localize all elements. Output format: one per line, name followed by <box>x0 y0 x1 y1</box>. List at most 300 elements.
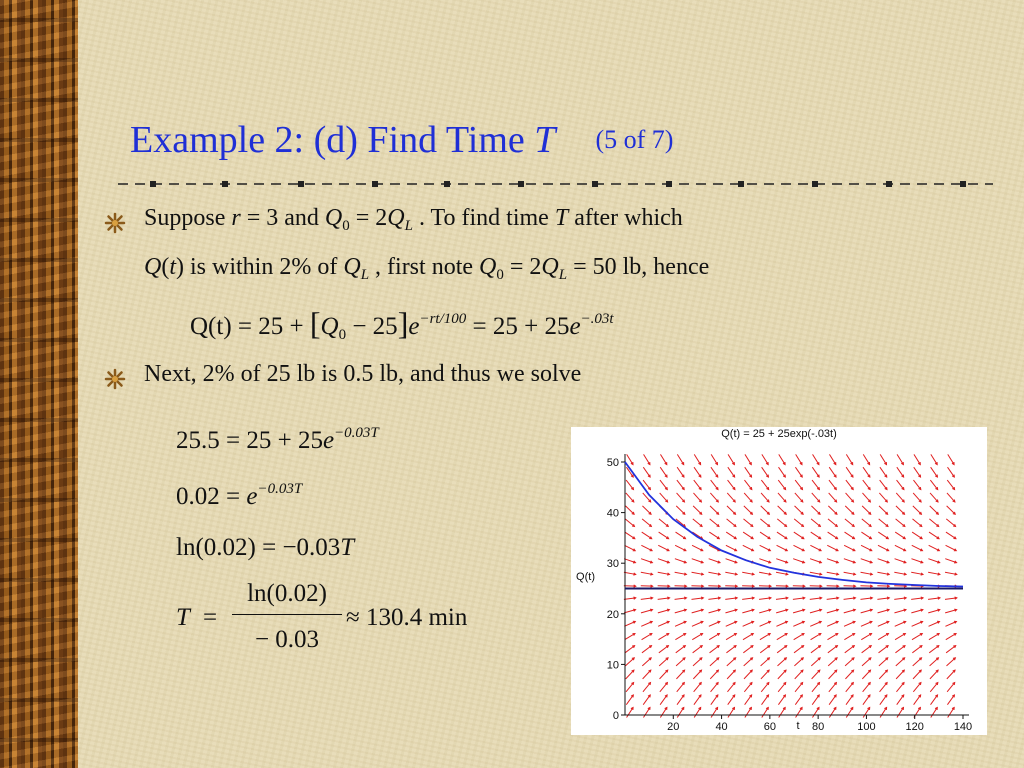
field-arrow <box>677 467 684 477</box>
field-arrow <box>862 670 870 679</box>
field-arrow <box>642 506 651 514</box>
y-tick-label: 0 <box>612 710 619 722</box>
field-arrow <box>760 545 771 550</box>
field-arrow <box>659 519 668 527</box>
field-arrow <box>676 506 685 514</box>
field-arrow <box>929 545 940 550</box>
field-arrow <box>778 506 787 514</box>
field-arrow <box>677 493 685 502</box>
x-tick-label: 100 <box>857 721 876 733</box>
field-arrow <box>880 683 888 692</box>
y-tick-label: 30 <box>606 558 619 571</box>
field-arrow <box>947 683 955 692</box>
field-arrow <box>745 707 752 717</box>
field-arrow <box>811 658 820 666</box>
field-arrow <box>846 454 852 464</box>
field-arrow <box>931 467 938 477</box>
field-arrow <box>880 707 887 717</box>
field-arrow <box>658 622 669 627</box>
field-arrow <box>744 683 752 692</box>
field-arrow <box>879 670 887 679</box>
field-arrow <box>945 559 956 563</box>
field-arrow <box>896 670 904 679</box>
field-arrow <box>711 683 719 692</box>
field-arrow <box>658 559 669 563</box>
field-arrow <box>946 646 956 653</box>
field-arrow <box>794 519 803 527</box>
field-arrow <box>811 519 820 527</box>
field-arrow <box>692 559 703 563</box>
field-arrow <box>743 519 752 527</box>
field-arrow <box>675 633 685 639</box>
field-arrow <box>675 622 686 627</box>
field-arrow <box>810 545 821 550</box>
field-arrow <box>929 519 938 527</box>
field-arrow <box>947 506 956 514</box>
field-arrow <box>828 532 838 539</box>
field-arrow <box>760 532 770 539</box>
field-arrow <box>694 467 701 477</box>
field-arrow <box>878 532 888 539</box>
field-arrow <box>745 695 752 705</box>
x-tick-label: 140 <box>953 721 973 733</box>
field-arrow <box>879 646 889 653</box>
field-arrow <box>795 670 803 679</box>
wood-border-strip <box>0 0 78 768</box>
title-text: Example 2: (d) Find Time <box>130 119 535 161</box>
field-arrow <box>711 454 717 464</box>
field-arrow <box>778 683 786 692</box>
title-variable: T <box>534 119 556 161</box>
field-arrow <box>677 454 683 464</box>
x-tick-label: 80 <box>812 721 825 733</box>
field-arrow <box>796 707 803 717</box>
field-arrow <box>895 646 905 653</box>
field-arrow <box>947 480 954 489</box>
field-arrow <box>743 633 753 639</box>
field-arrow <box>693 519 702 527</box>
field-arrow <box>828 658 837 666</box>
field-arrow <box>692 622 703 627</box>
field-arrow <box>829 670 837 679</box>
field-arrow <box>660 695 667 705</box>
field-arrow <box>744 493 752 502</box>
field-arrow <box>913 670 921 679</box>
field-arrow <box>895 559 906 563</box>
field-arrow <box>845 646 855 653</box>
field-arrow <box>878 633 888 639</box>
field-arrow <box>811 532 821 539</box>
field-arrow <box>930 670 938 679</box>
field-arrow <box>879 506 888 514</box>
field-arrow <box>812 670 820 679</box>
field-arrow <box>896 519 905 527</box>
field-arrow <box>710 670 718 679</box>
field-arrow <box>776 622 787 627</box>
field-arrow <box>728 480 735 489</box>
field-arrow <box>844 633 854 639</box>
field-arrow <box>711 467 718 477</box>
field-arrow <box>896 506 905 514</box>
field-arrow <box>762 695 769 705</box>
field-arrow <box>913 658 922 666</box>
field-arrow <box>644 454 650 464</box>
field-arrow <box>913 493 921 502</box>
field-arrow <box>929 622 940 627</box>
field-arrow <box>845 670 853 679</box>
field-arrow <box>863 480 870 489</box>
field-arrow <box>676 646 686 653</box>
field-arrow <box>677 707 684 717</box>
field-arrow <box>627 707 634 717</box>
field-arrow <box>694 683 702 692</box>
field-arrow <box>862 506 871 514</box>
field-arrow <box>709 633 719 639</box>
field-arrow <box>778 695 785 705</box>
field-arrow <box>811 506 820 514</box>
field-arrow <box>895 545 906 550</box>
field-arrow <box>914 695 921 705</box>
field-arrow <box>726 633 736 639</box>
field-arrow <box>895 622 906 627</box>
equation-q-of-t: $Q(t) = 25 + [Q_0 - 25]e^{-rt/100} = 25 + 25e^{-.03t}$ <box>190 305 614 343</box>
field-arrow <box>846 480 853 489</box>
direction-field <box>624 454 957 717</box>
field-arrow <box>777 646 787 653</box>
field-arrow <box>945 622 956 627</box>
field-arrow <box>760 519 769 527</box>
field-arrow <box>879 493 887 502</box>
field-arrow <box>795 480 802 489</box>
field-arrow <box>692 633 702 639</box>
field-arrow <box>710 493 718 502</box>
field-arrow <box>626 695 633 705</box>
field-arrow <box>624 622 635 627</box>
field-arrow <box>659 658 668 666</box>
field-arrow <box>794 532 804 539</box>
field-arrow <box>745 467 752 477</box>
field-arrow <box>914 467 921 477</box>
field-arrow <box>643 670 651 679</box>
field-arrow <box>897 467 904 477</box>
field-arrow <box>694 480 701 489</box>
field-arrow <box>743 545 754 550</box>
field-arrow <box>930 683 938 692</box>
field-arrow <box>846 467 853 477</box>
field-arrow <box>726 646 736 653</box>
field-arrow <box>760 633 770 639</box>
field-arrow <box>658 545 669 550</box>
field-arrow <box>762 467 769 477</box>
field-arrow <box>896 493 904 502</box>
field-arrow <box>727 493 735 502</box>
field-arrow <box>711 707 718 717</box>
field-arrow <box>643 695 650 705</box>
field-arrow <box>625 519 634 527</box>
field-arrow <box>846 683 854 692</box>
field-arrow <box>676 670 684 679</box>
field-arrow <box>677 683 685 692</box>
field-arrow <box>711 480 718 489</box>
field-arrow <box>913 683 921 692</box>
field-arrow <box>727 683 735 692</box>
equation-step-2: $0.02 = e^{-0.03T}$ <box>176 481 303 510</box>
equation-step-3: ln(0.02) = −0.03T <box>176 534 355 561</box>
field-arrow <box>845 658 854 666</box>
field-arrow <box>846 695 853 705</box>
field-arrow <box>709 622 720 627</box>
field-arrow <box>794 658 803 666</box>
field-arrow <box>660 683 668 692</box>
field-arrow <box>761 658 770 666</box>
field-arrow <box>947 670 955 679</box>
field-arrow <box>779 707 786 717</box>
bullet-1-line-1: Suppose r = 3 and $Q_0 = 2Q_L$ . To find time T after which <box>144 205 683 234</box>
field-arrow <box>946 658 955 666</box>
field-arrow <box>863 695 870 705</box>
field-arrow <box>676 658 685 666</box>
field-arrow <box>760 622 771 627</box>
field-arrow <box>728 454 734 464</box>
field-arrow <box>829 707 836 717</box>
x-axis-label: t <box>796 720 800 732</box>
field-arrow <box>660 467 667 477</box>
field-arrow <box>626 670 634 679</box>
field-arrow <box>811 633 821 639</box>
slide-counter: (5 of 7) <box>595 125 674 154</box>
field-arrow <box>795 683 803 692</box>
field-arrow <box>744 506 753 514</box>
field-arrow <box>677 695 684 705</box>
field-arrow <box>828 519 837 527</box>
field-arrow <box>812 493 820 502</box>
field-arrow <box>743 532 753 539</box>
field-arrow <box>829 695 836 705</box>
field-arrow <box>793 559 804 563</box>
field-arrow <box>693 646 703 653</box>
field-arrow <box>896 683 904 692</box>
field-arrow <box>912 519 921 527</box>
field-arrow <box>728 695 735 705</box>
field-arrow <box>677 480 684 489</box>
field-arrow <box>829 454 835 464</box>
field-arrow <box>694 707 701 717</box>
field-arrow <box>828 506 837 514</box>
field-arrow <box>626 480 633 489</box>
field-arrow <box>710 658 719 666</box>
chart-series <box>625 462 963 589</box>
field-arrow <box>930 493 938 502</box>
field-arrow <box>829 493 837 502</box>
field-arrow <box>913 506 922 514</box>
field-arrow <box>642 646 652 653</box>
field-arrow <box>845 532 855 539</box>
field-arrow <box>659 532 669 539</box>
field-arrow <box>845 519 854 527</box>
field-arrow <box>931 707 938 717</box>
field-arrow <box>743 622 754 627</box>
field-arrow <box>777 545 788 550</box>
field-arrow <box>912 622 923 627</box>
field-arrow <box>828 646 838 653</box>
bullet-star-icon <box>104 212 126 234</box>
field-arrow <box>778 493 786 502</box>
field-arrow <box>627 454 633 464</box>
bullet-1-line-2: Q(t) is within 2% of $Q_L$ , first note $Q_0 = 2Q_L = 50$ lb, hence <box>144 254 710 283</box>
field-arrow <box>676 532 686 539</box>
field-arrow <box>811 646 821 653</box>
field-arrow <box>827 559 838 563</box>
field-arrow <box>861 545 872 550</box>
field-arrow <box>626 683 634 692</box>
chart-title: Q(t) = 25 + 25exp(-.03t) <box>721 428 837 440</box>
field-arrow <box>625 646 635 653</box>
field-arrow <box>709 559 720 563</box>
field-arrow <box>777 532 787 539</box>
field-arrow <box>948 707 955 717</box>
field-arrow <box>861 622 872 627</box>
field-arrow <box>710 519 719 527</box>
field-arrow <box>863 454 869 464</box>
field-arrow <box>727 670 735 679</box>
field-arrow <box>846 707 853 717</box>
field-arrow <box>946 633 956 639</box>
title-divider <box>118 176 993 192</box>
field-arrow <box>948 467 955 477</box>
field-arrow <box>812 695 819 705</box>
field-arrow <box>660 480 667 489</box>
bullet-2-text: Next, 2% of 25 lb is 0.5 lb, and thus we solve <box>144 361 582 387</box>
field-arrow <box>777 633 787 639</box>
field-arrow <box>693 506 702 514</box>
field-arrow <box>929 633 939 639</box>
field-arrow <box>728 467 735 477</box>
field-arrow <box>930 506 939 514</box>
field-arrow <box>813 454 819 464</box>
field-arrow <box>624 545 635 550</box>
field-arrow <box>641 545 652 550</box>
field-arrow <box>912 532 922 539</box>
field-arrow <box>795 695 802 705</box>
field-arrow <box>642 519 651 527</box>
field-arrow <box>812 683 820 692</box>
field-arrow <box>829 480 836 489</box>
field-arrow <box>912 545 923 550</box>
field-arrow <box>727 658 736 666</box>
field-arrow <box>626 493 634 502</box>
field-arrow <box>796 454 802 464</box>
field-arrow <box>641 559 652 563</box>
field-arrow <box>844 622 855 627</box>
field-arrow <box>895 633 905 639</box>
field-arrow <box>743 646 753 653</box>
field-arrow <box>878 622 889 627</box>
field-arrow <box>660 670 668 679</box>
field-arrow <box>827 545 838 550</box>
field-arrow <box>946 519 955 527</box>
field-arrow <box>642 532 652 539</box>
field-arrow <box>897 480 904 489</box>
field-arrow <box>779 467 786 477</box>
field-arrow <box>931 695 938 705</box>
field-arrow <box>930 658 939 666</box>
field-arrow <box>726 559 737 563</box>
field-arrow <box>675 545 686 550</box>
field-arrow <box>862 519 871 527</box>
field-arrow <box>658 633 668 639</box>
field-arrow <box>745 454 751 464</box>
field-arrow <box>793 545 804 550</box>
field-arrow <box>829 683 837 692</box>
field-arrow <box>779 454 785 464</box>
field-arrow <box>794 646 804 653</box>
field-arrow <box>948 454 954 464</box>
field-arrow <box>812 467 819 477</box>
field-arrow <box>760 646 770 653</box>
field-arrow <box>759 559 770 563</box>
field-arrow <box>827 633 837 639</box>
x-tick-label: 20 <box>667 721 680 733</box>
field-arrow <box>777 519 786 527</box>
field-arrow <box>861 559 872 563</box>
field-arrow <box>761 670 769 679</box>
field-arrow <box>660 454 666 464</box>
field-arrow <box>776 559 787 563</box>
field-arrow <box>827 622 838 627</box>
x-tick-label: 40 <box>715 721 728 733</box>
field-arrow <box>829 467 836 477</box>
field-arrow <box>625 658 634 666</box>
y-tick-label: 40 <box>606 507 619 520</box>
field-arrow <box>726 622 737 627</box>
field-arrow <box>795 506 804 514</box>
field-arrow <box>744 658 753 666</box>
field-arrow <box>863 683 871 692</box>
field-arrow <box>660 493 668 502</box>
field-arrow <box>810 559 821 563</box>
field-arrow <box>693 670 701 679</box>
field-arrow <box>643 683 651 692</box>
field-arrow <box>810 622 821 627</box>
field-arrow <box>694 454 700 464</box>
x-tick-label: 60 <box>763 721 776 733</box>
field-arrow <box>762 454 768 464</box>
chart-axes <box>607 454 972 733</box>
field-arrow <box>794 633 804 639</box>
field-arrow <box>878 545 889 550</box>
field-arrow <box>777 658 786 666</box>
field-arrow <box>626 506 635 514</box>
field-arrow <box>727 519 736 527</box>
field-arrow <box>862 646 872 653</box>
field-arrow <box>812 480 819 489</box>
field-arrow <box>863 467 870 477</box>
field-arrow <box>761 506 770 514</box>
field-arrow <box>879 519 888 527</box>
x-tick-label: 120 <box>905 721 924 733</box>
field-arrow <box>744 670 752 679</box>
bullet-star-icon <box>104 368 126 390</box>
field-arrow <box>897 695 904 705</box>
field-arrow <box>879 658 888 666</box>
field-arrow <box>660 707 667 717</box>
field-arrow <box>659 646 669 653</box>
field-arrow <box>928 559 939 563</box>
field-arrow <box>795 467 802 477</box>
field-arrow <box>896 658 905 666</box>
field-arrow <box>897 707 904 717</box>
field-arrow <box>862 658 871 666</box>
